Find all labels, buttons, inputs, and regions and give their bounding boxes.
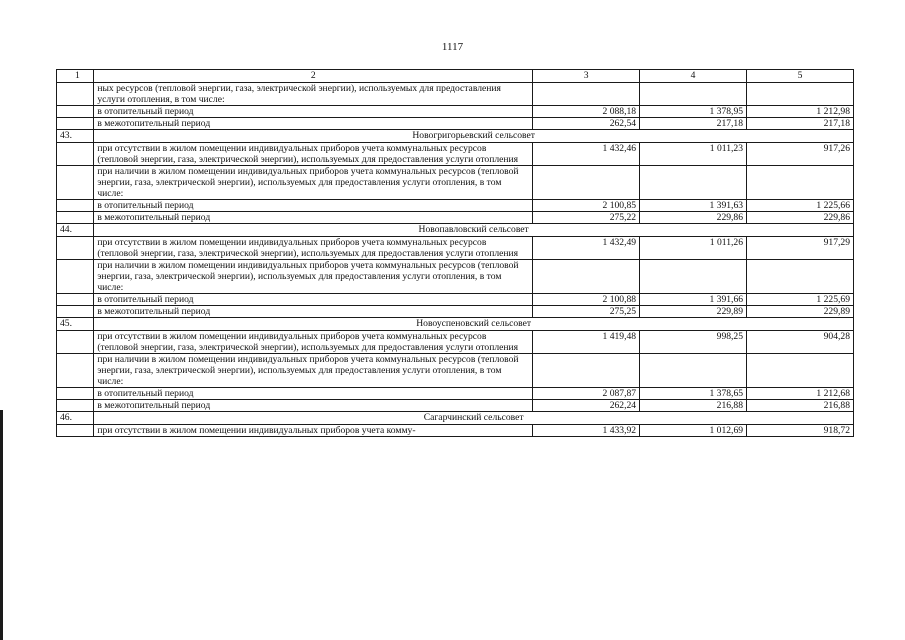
value-col-5: 918,72 xyxy=(747,425,854,437)
header-col-5: 5 xyxy=(747,70,854,83)
table-row xyxy=(57,425,854,437)
value-col-3: 2 088,18 xyxy=(533,106,640,118)
section-row xyxy=(57,412,854,425)
table-row xyxy=(57,388,854,400)
row-description: в отопительный период xyxy=(94,106,533,118)
table-row xyxy=(57,260,854,294)
value-col-4: 1 012,69 xyxy=(640,425,747,437)
row-description: при отсутствии в жилом помещении индивидуальных приборов учета коммунальных ресурсов (тепловой энергии, газа, электрической энергии), используемых для предоставления услуги отопления xyxy=(94,331,533,354)
row-number xyxy=(57,354,94,388)
value-col-5 xyxy=(747,83,854,106)
row-description: в межотопительный период xyxy=(94,118,533,130)
table-row xyxy=(57,212,854,224)
value-col-3: 262,54 xyxy=(533,118,640,130)
value-col-3: 275,22 xyxy=(533,212,640,224)
section-title: Новоуспеновский сельсовет xyxy=(94,318,854,331)
row-number xyxy=(57,294,94,306)
value-col-4: 1 011,23 xyxy=(640,143,747,166)
value-col-4 xyxy=(640,354,747,388)
row-number xyxy=(57,237,94,260)
row-description: при наличии в жилом помещении индивидуальных приборов учета коммунальных ресурсов (тепловой энергии, газа, электрической энергии), используемых для предоставления услуги отопления, в том числе: xyxy=(94,260,533,294)
row-number xyxy=(57,260,94,294)
value-col-4 xyxy=(640,260,747,294)
table-row xyxy=(57,400,854,412)
section-title: Новопавловский сельсовет xyxy=(94,224,854,237)
row-number xyxy=(57,331,94,354)
value-col-3: 262,24 xyxy=(533,400,640,412)
value-col-5: 917,29 xyxy=(747,237,854,260)
header-col-1: 1 xyxy=(57,70,94,83)
page-number: 1117 xyxy=(441,41,464,53)
value-col-3 xyxy=(533,260,640,294)
section-number: 43. xyxy=(57,130,94,143)
row-number xyxy=(57,200,94,212)
value-col-4: 998,25 xyxy=(640,331,747,354)
value-col-4: 217,18 xyxy=(640,118,747,130)
value-col-4: 229,89 xyxy=(640,306,747,318)
value-col-4 xyxy=(640,83,747,106)
tariff-table xyxy=(56,69,854,437)
row-number xyxy=(57,118,94,130)
value-col-3: 2 100,85 xyxy=(533,200,640,212)
value-col-3 xyxy=(533,83,640,106)
row-description: при отсутствии в жилом помещении индивидуальных приборов учета комму- xyxy=(94,425,533,437)
value-col-5 xyxy=(747,166,854,200)
row-number xyxy=(57,212,94,224)
row-number xyxy=(57,166,94,200)
section-title: Новогригорьевский сельсовет xyxy=(94,130,854,143)
value-col-4: 216,88 xyxy=(640,400,747,412)
header-col-4: 4 xyxy=(640,70,747,83)
value-col-4: 1 391,63 xyxy=(640,200,747,212)
row-description: в отопительный период xyxy=(94,388,533,400)
table-row xyxy=(57,200,854,212)
section-row xyxy=(57,318,854,331)
value-col-5: 917,26 xyxy=(747,143,854,166)
row-description: при отсутствии в жилом помещении индивидуальных приборов учета коммунальных ресурсов (тепловой энергии, газа, электрической энергии), используемых для предоставления услуги отопления xyxy=(94,237,533,260)
row-number xyxy=(57,83,94,106)
scan-edge-mark xyxy=(0,410,3,640)
value-col-3 xyxy=(533,354,640,388)
value-col-3: 1 432,49 xyxy=(533,237,640,260)
row-description: в отопительный период xyxy=(94,294,533,306)
value-col-5: 217,18 xyxy=(747,118,854,130)
value-col-5: 1 212,98 xyxy=(747,106,854,118)
table-row xyxy=(57,354,854,388)
row-number xyxy=(57,106,94,118)
section-number: 45. xyxy=(57,318,94,331)
value-col-4: 1 378,65 xyxy=(640,388,747,400)
value-col-4 xyxy=(640,166,747,200)
section-number: 44. xyxy=(57,224,94,237)
section-title: Сагарчинский сельсовет xyxy=(94,412,854,425)
value-col-3: 1 432,46 xyxy=(533,143,640,166)
row-description: в отопительный период xyxy=(94,200,533,212)
value-col-4: 1 378,95 xyxy=(640,106,747,118)
row-description: в межотопительный период xyxy=(94,212,533,224)
row-number xyxy=(57,425,94,437)
row-description: ных ресурсов (тепловой энергии, газа, электрической энергии), используемых для предоставления услуги отопления, в том числе: xyxy=(94,83,533,106)
table-row xyxy=(57,294,854,306)
table-body xyxy=(57,83,854,437)
value-col-5: 904,28 xyxy=(747,331,854,354)
value-col-4: 229,86 xyxy=(640,212,747,224)
row-description: при наличии в жилом помещении индивидуальных приборов учета коммунальных ресурсов (тепловой энергии, газа, электрической энергии), используемых для предоставления услуги отопления, в том числе: xyxy=(94,354,533,388)
table-row xyxy=(57,143,854,166)
header-col-3: 3 xyxy=(533,70,640,83)
table-header-row xyxy=(57,70,854,83)
value-col-4: 1 391,66 xyxy=(640,294,747,306)
table-row xyxy=(57,118,854,130)
section-row xyxy=(57,130,854,143)
section-row xyxy=(57,224,854,237)
value-col-5: 1 212,68 xyxy=(747,388,854,400)
value-col-5: 1 225,69 xyxy=(747,294,854,306)
value-col-3: 2 087,87 xyxy=(533,388,640,400)
table-row xyxy=(57,331,854,354)
value-col-5 xyxy=(747,260,854,294)
value-col-3: 2 100,88 xyxy=(533,294,640,306)
row-description: в межотопительный период xyxy=(94,400,533,412)
section-number: 46. xyxy=(57,412,94,425)
row-description: в межотопительный период xyxy=(94,306,533,318)
row-description: при наличии в жилом помещении индивидуальных приборов учета коммунальных ресурсов (тепловой энергии, газа, электрической энергии), используемых для предоставления услуги отопления, в том числе: xyxy=(94,166,533,200)
row-description: при отсутствии в жилом помещении индивидуальных приборов учета коммунальных ресурсов (тепловой энергии, газа, электрической энергии), используемых для предоставления услуги отопления xyxy=(94,143,533,166)
table-row xyxy=(57,306,854,318)
value-col-3: 1 419,48 xyxy=(533,331,640,354)
value-col-5 xyxy=(747,354,854,388)
table-row xyxy=(57,166,854,200)
row-number xyxy=(57,400,94,412)
value-col-5: 216,88 xyxy=(747,400,854,412)
table-row xyxy=(57,83,854,106)
row-number xyxy=(57,388,94,400)
value-col-5: 1 225,66 xyxy=(747,200,854,212)
value-col-5: 229,86 xyxy=(747,212,854,224)
value-col-4: 1 011,26 xyxy=(640,237,747,260)
value-col-3: 1 433,92 xyxy=(533,425,640,437)
value-col-3: 275,25 xyxy=(533,306,640,318)
row-number xyxy=(57,306,94,318)
value-col-3 xyxy=(533,166,640,200)
header-col-2: 2 xyxy=(94,70,533,83)
table-row xyxy=(57,106,854,118)
value-col-5: 229,89 xyxy=(747,306,854,318)
table-row xyxy=(57,237,854,260)
row-number xyxy=(57,143,94,166)
